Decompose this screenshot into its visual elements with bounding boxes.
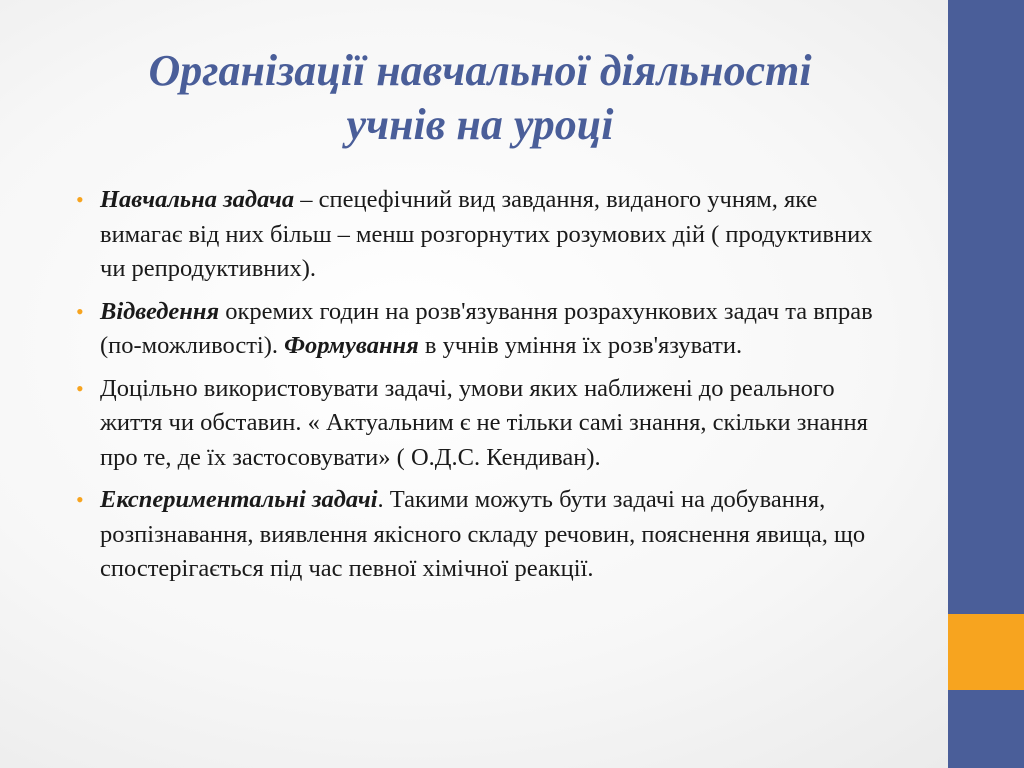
bullet-dot-icon: •: [76, 298, 84, 324]
bullet-item-allocation: [72, 295, 902, 364]
bullet-text: окремих годин на розв'язування розрахункових задач та вправ (по-можливості).: [100, 297, 873, 359]
bullet-dot-icon: •: [76, 487, 84, 512]
slide-title-line-2: учнів на уроці: [346, 100, 614, 149]
bullet-dot-icon: •: [76, 187, 84, 212]
bullet-item-experimental-tasks: [72, 483, 902, 587]
bullet-item-real-life-tasks: [72, 372, 902, 476]
bullet-dot-icon: •: [76, 375, 84, 401]
slide-title: [60, 44, 900, 152]
bullet-list: [72, 183, 902, 595]
bullet-item-learning-task: [72, 183, 902, 287]
bullet-text: Доцільно використовувати задачі, умови яких наближені до реального життя чи обставин. « Актуальним є не тільки самі знання, скільки знання про те, де їх застосовувати» ( О.Д.С. Кендиван).: [100, 374, 868, 471]
bullet-term: Відведення: [100, 297, 220, 325]
bullet-text-secondary: в учнів уміння їх розв'язувати.: [418, 332, 743, 359]
bullet-text: . Такими можуть бути задачі на добування, розпізнавання, виявлення якісного складу речовин, пояснення явища, що спостерігається під час певної хімічної реакції.: [100, 486, 866, 582]
side-decor-accent-block: [948, 614, 1024, 690]
bullet-term-secondary: Формування: [284, 332, 419, 359]
bullet-text: – спецефічний вид завдання, виданого учням, яке вимагає від них більш – менш розгорнутих розумових дій ( продуктивних чи репродуктивних).: [100, 186, 873, 282]
bullet-term: Експериментальні задачі: [100, 486, 378, 513]
slide-title-line-1: Організації навчальної діяльності: [148, 46, 812, 95]
bullet-term: Навчальна задача: [100, 186, 295, 213]
